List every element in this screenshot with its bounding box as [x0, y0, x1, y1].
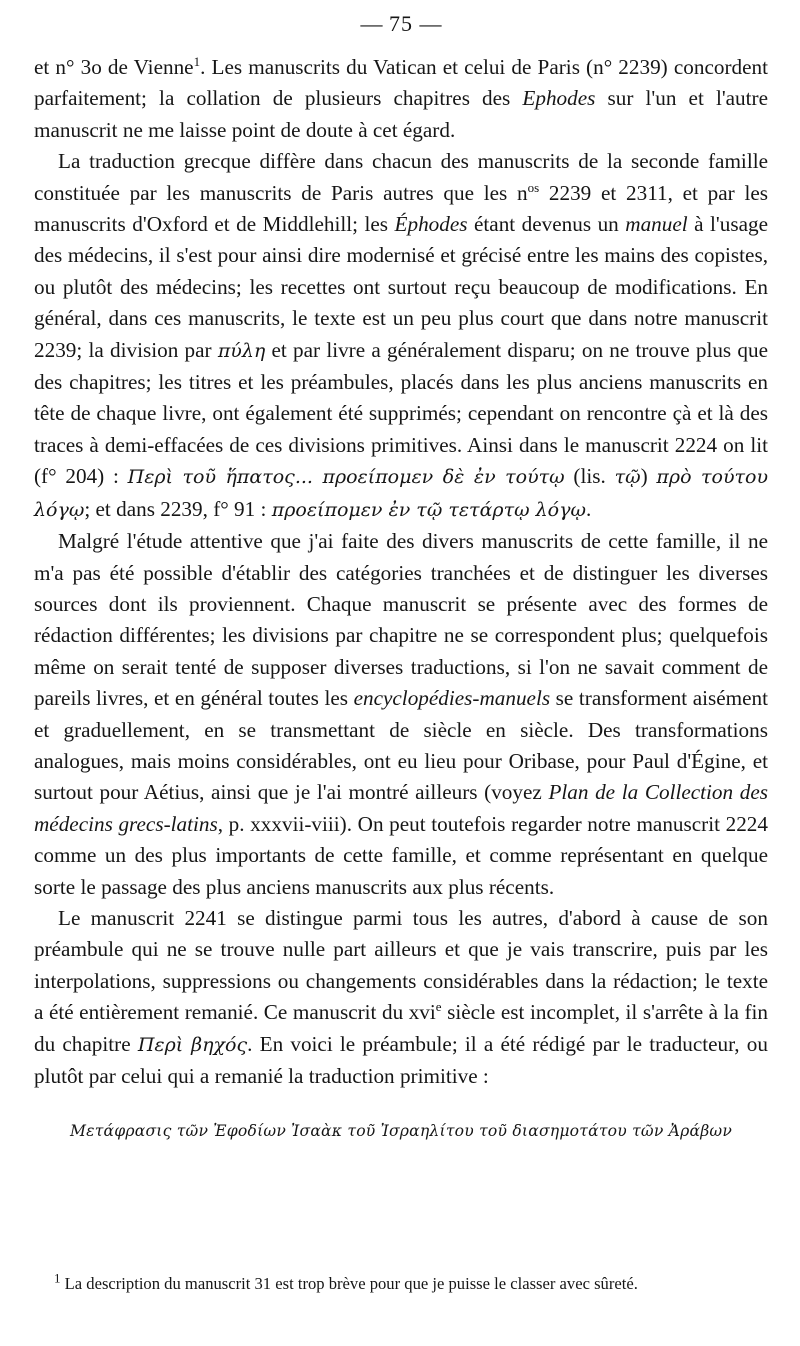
- p2-text-8: ; et dans 2239, f° 91 :: [84, 496, 272, 521]
- paragraph-2: [34, 146, 768, 526]
- p1-text-3: sur l'un et l'autre manuscrit ne me laisse point de doute à cet égard.: [34, 86, 768, 142]
- greek-preamble-title: Μετάφρασις τῶν Ἐφοδίων Ἰσαὰκ τοῦ Ἰσραηλίτου τοῦ διασημοτάτου τῶν Ἀράβων: [69, 1122, 733, 1141]
- paragraph-3: [34, 526, 768, 903]
- footnote-marker: 1: [193, 53, 201, 69]
- p3-plan-title: Plan de la Collection des médecins grecs-latins: [34, 780, 768, 836]
- p2-text-3: étant devenus un: [467, 212, 626, 237]
- p2-text-6: (lis.: [564, 464, 615, 489]
- p2-os-sup: os: [527, 179, 540, 195]
- p3-text-1: Malgré l'étude attentive que j'ai faite des divers manuscrits de cette famille, il ne m'a pas été possible d'établir des catégories tranchées et de distinguer les diverses sources dont ils proviennent. Chaque manuscrit se présente avec des formes de rédaction différentes; les divisions par chapitre ne se correspondent plus; quelquefois même on serait tenté de supposer diverses traductions, si l'on ne savait comment de pareils livres, et en général toutes les: [34, 529, 768, 711]
- p1-text-2: . Les manuscrits du Vatican et celui de Paris (n° 2239) concordent parfaitement; la collation de plusieurs chapitres des: [34, 55, 768, 111]
- p2-text-7: ): [640, 464, 657, 489]
- footnote: [34, 1270, 768, 1295]
- paragraph-4: [34, 903, 768, 1092]
- p3-text-3: , p. xxxvii-viii). On peut toutefois regarder notre manuscrit 2224 comme un des plus importants de cette famille, et comme représentant en quelque sorte le passage des plus anciens manuscrits aux plus récents.: [34, 811, 768, 899]
- footnote-number: 1: [54, 1270, 61, 1286]
- p3-text-2: se transforment aisément et graduellement, en se transmettant de siècle en siècle. Des transformations analogues, mais moins considérables, ont eu lieu pour Oribase, pour Paul d'Égine, et surtout pour Aétius, ainsi que je l'ai montré ailleurs (voyez: [34, 686, 768, 805]
- p4-text-2: siècle est incomplet, il s'arrête à la fin du chapitre: [34, 1000, 768, 1056]
- p1-ephodes: Ephodes: [522, 86, 596, 111]
- p2-text-1: La traduction grecque diffère dans chacun des manuscrits de la seconde famille constituée par les manuscrits de Paris autres que les n: [34, 149, 768, 205]
- p4-e-sup: e: [435, 999, 442, 1015]
- p4-greek-1: Περὶ βηχός: [137, 1033, 248, 1056]
- p2-greek-3: πρὸ τούτου λόγῳ: [34, 466, 769, 521]
- folio-number: 75: [389, 11, 413, 36]
- p2-greek-4: προείπομεν ἐν τῷ τετάρτῳ λόγῳ: [271, 498, 586, 521]
- p2-ephodes: Éphodes: [394, 212, 468, 237]
- p2-greek-pyle: πύλη: [217, 339, 266, 362]
- p2-text-2: 2239 et 2311, et par les manuscrits d'Oxford et de Middlehill; les: [34, 180, 768, 237]
- p1-text-1: et n° 3o de Vienne: [34, 55, 194, 79]
- main-text: [34, 52, 768, 1092]
- p4-text-1: Le manuscrit 2241 se distingue parmi tous les autres, d'abord à cause de son préambule qui ne se trouve nulle part ailleurs et que je vais transcrire, puis par les interpolations, suppressions ou changements considérables dans la rédaction; le texte a été entièrement remanié. Ce manuscrit du xvi: [34, 905, 768, 1025]
- p2-greek-2: τῷ: [614, 466, 641, 489]
- paragraph-1: [34, 52, 768, 146]
- folio-dash-left: —: [360, 11, 383, 36]
- p4-text-3: . En voici le préambule; il a été rédigé par le traducteur, ou plutôt par celui qui a remanié la traduction primitive :: [34, 1031, 768, 1088]
- p2-text-9: .: [585, 496, 592, 521]
- p2-text-4: à l'usage des médecins, il s'est pour ainsi dire modernisé et grécisé entre les mains des copistes, ou plutôt des médecins; les recettes ont surtout reçu beaucoup de modifications. En général, dans ces manuscrits, le texte est un peu plus court que dans notre manuscrit 2239; la division par: [34, 212, 768, 362]
- p2-greek-1: Περὶ τοῦ ἥπατος... προείπομεν δὲ ἐν τούτῳ: [127, 466, 565, 489]
- p3-encyclopedies: encyclopédies-manuels: [353, 686, 551, 711]
- footnote-text: La description du manuscrit 31 est trop brève pour que je puisse le classer avec sûreté.: [60, 1274, 638, 1293]
- page-number: [34, 0, 768, 48]
- folio-dash-right: —: [419, 11, 442, 36]
- p2-manuel: manuel: [625, 212, 688, 237]
- p2-text-5: et par livre a généralement disparu; on ne trouve plus que des chapitres; les titres et les préambules, placés dans les plus anciens manuscrits en tête de chaque livre, ont également été supprimés; cependant on rencontre çà et là des traces à demi-effacées de ces divisions primitives. Ainsi dans le manuscrit 2224 on lit (f° 204) :: [34, 337, 768, 489]
